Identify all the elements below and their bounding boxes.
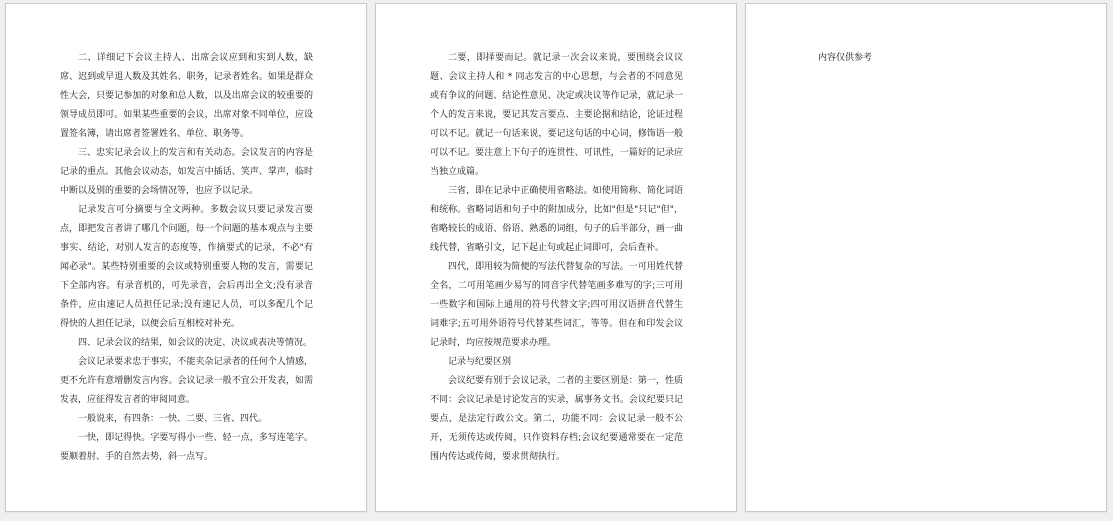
paragraph: 会议记录要求忠于事实，不能夹杂记录者的任何个人情感，更不允许有意增删发言内容。会议记录一般不宜公开发表，如需发表，应征得发言者的审阅同意。 (60, 357, 313, 405)
document-page-1 (5, 3, 367, 512)
paragraph: 三、忠实记录会议上的发言和有关动态。会议发言的内容是记录的重点。其他会议动态，如发言中插话、笑声、掌声，临时中断以及别的重要的会场情况等，也应予以记录。 (60, 148, 313, 196)
pages-container (5, 3, 1107, 512)
paragraph: 四、记录会议的结果，如会议的决定、决议或表决等情况。 (78, 338, 313, 348)
paragraph: 三省，即在记录中正确使用省略法。如使用简称、简化词语和统称。省略词语和句子中的附加成分，比如"但是"只记"但"，省略较长的成语、俗语、熟悉的词组，句子的后半部分，画一曲线代替，省略引文，记下起止句或起止词即可，会后查补。 (430, 186, 683, 253)
paragraph: 一般说来，有四条：一快、二要、三省、四代。 (78, 414, 268, 424)
paragraph: 会议纪要有别于会议记录，二者的主要区别是：第一，性质不同：会议记录是讨论发言的实录，属事务文书。会议纪要只记要点，是法定行政公文。第二，功能不同：会议记录一般不公开，无须传达或传阅，只作资料存档;会议纪要通常要在一定范围内传达或传阅，要求贯彻执行。 (430, 376, 683, 462)
document-page-3 (745, 3, 1107, 512)
paragraph: 二、详细记下会议主持人、出席会议应到和实到人数，缺席、迟到或早退人数及其姓名、职务，记录者姓名。如果是群众性大会，只要记参加的对象和总人数，以及出席会议的较重要的领导成员即可。如果某些重要的会议，出席对象不同单位，应设置签名簿，请出席者签署姓名、单位、职务等。 (60, 53, 313, 139)
paragraph: 四代，即用较为简便的写法代替复杂的写法。一可用姓代替全名，二可用笔画少易写的同音字代替笔画多难写的字;三可用一些数字和国际上通用的符号代替文字;四可用汉语拼音代替生词难字;五可用外语符号代替某些词汇，等等。但在和印发会议记录时，均应按规范要求办理。 (430, 262, 683, 348)
paragraph: 记录发言可分摘要与全文两种。多数会议只要记录发言要点，即把发言者讲了哪几个问题，每一个问题的基本观点与主要事实、结论，对别人发言的态度等，作摘要式的记录，不必"有闻必录"。某些特别重要的会议或特别重要人物的发言，需要记下全部内容。有录音机的，可先录音，会后再出全文;没有录音条件，应由速记人员担任记录;没有速记人员，可以多配几个记得快的人担任记录，以便会后互相校对补充。 (60, 205, 313, 329)
paragraph: 记录与纪要区别 (448, 357, 512, 367)
document-page-2 (375, 3, 737, 512)
paragraph: 内容仅供参考 (818, 53, 873, 63)
paragraph: 二要，即择要而记。就记录一次会议来说，要围绕会议议题、会议主持人和 * 同志发言的中心思想，与会者的不同意见或有争议的问题、结论性意见、决定或决议等作记录，就记录一个人的发言来说，要记其发言要点、主要论据和结论，论证过程可以不记。就记一句话来说，要记这句话的中心词，修饰语一般可以不记。要注意上下句子的连贯性、可讯性，一篇好的记录应当独立成篇。 (430, 53, 683, 177)
paragraph: 一快，即记得快。字要写得小一些、轻一点，多写连笔字。要顺着肘、手的自然去势，斜一点写。 (60, 433, 313, 462)
